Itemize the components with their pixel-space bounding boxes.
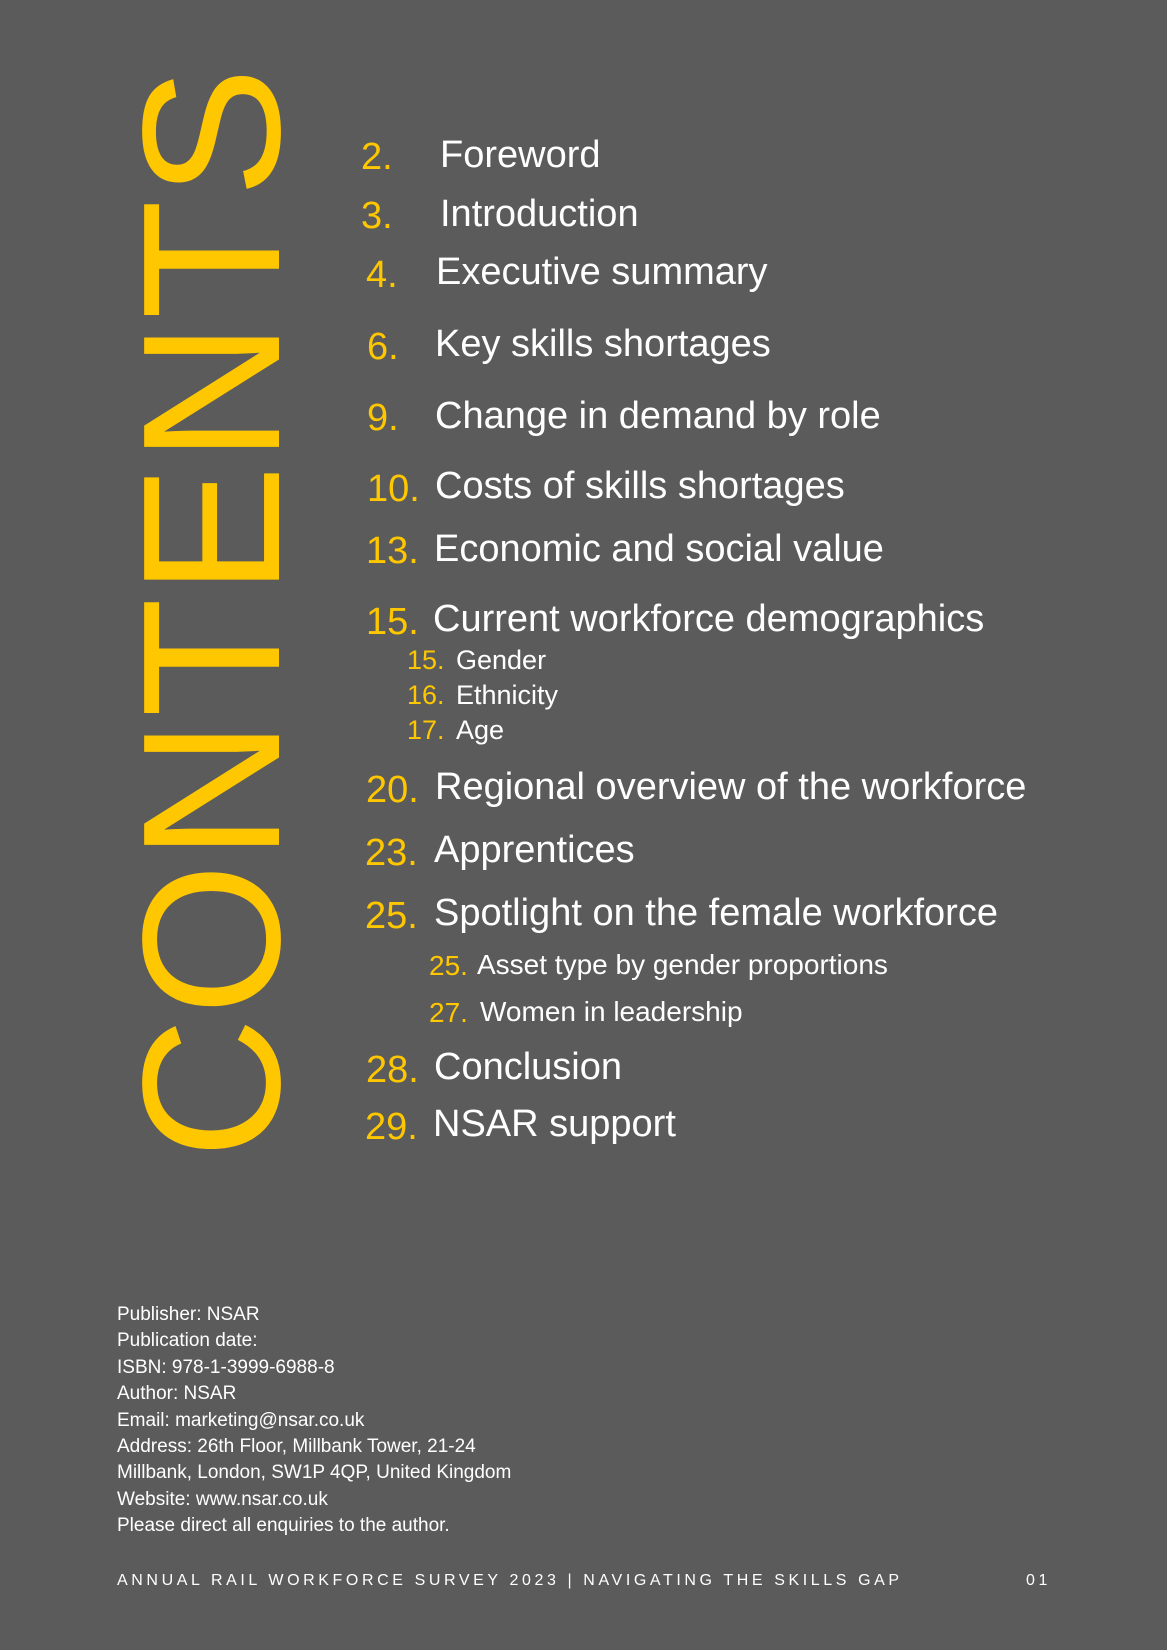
toc-item-label: NSAR support xyxy=(433,1103,676,1145)
toc-item-label: Economic and social value xyxy=(434,528,884,570)
toc-item-label: Current workforce demographics xyxy=(433,598,985,640)
footer-running-title: ANNUAL RAIL WORKFORCE SURVEY 2023 | NAVIGATING THE SKILLS GAP xyxy=(117,1572,903,1589)
toc-page-number: 13. xyxy=(366,530,419,572)
enquiries-line: Please direct all enquiries to the author. xyxy=(117,1515,450,1537)
toc-page-number: 25. xyxy=(365,895,418,937)
toc-page-number: 25. xyxy=(429,950,468,981)
toc-page-number: 9. xyxy=(367,397,399,439)
toc-page-number: 2. xyxy=(361,136,393,178)
toc-item-label: Introduction xyxy=(440,193,639,235)
author-line: Author: NSAR xyxy=(117,1383,237,1405)
toc-page-number: 16. xyxy=(407,680,445,710)
toc-item-label: Foreword xyxy=(440,134,601,176)
publication-info xyxy=(117,1302,511,1540)
toc-item-label: Apprentices xyxy=(434,829,635,871)
address-line-2: Millbank, London, SW1P 4QP, United Kingdom xyxy=(117,1462,512,1484)
toc-item-label: Regional overview of the workforce xyxy=(435,766,1027,808)
toc-item-label: Key skills shortages xyxy=(435,323,771,365)
toc-item-label: Gender xyxy=(456,645,547,675)
toc-page-number: 4. xyxy=(366,254,398,296)
toc-item-label: Spotlight on the female workforce xyxy=(434,892,998,934)
address-line-1: Address: 26th Floor, Millbank Tower, 21-24 xyxy=(117,1436,476,1458)
toc-item-label: Asset type by gender proportions xyxy=(477,949,888,980)
toc-page-number: 27. xyxy=(429,997,468,1028)
toc-item-label: Age xyxy=(456,715,505,745)
toc-page-number: 20. xyxy=(366,769,419,811)
toc-page-number: 29. xyxy=(365,1106,418,1148)
toc-item-label: Conclusion xyxy=(434,1046,622,1088)
toc-page-number: 3. xyxy=(361,195,393,237)
toc-page-number: 17. xyxy=(407,715,445,745)
publication-date-line: Publication date: xyxy=(117,1330,258,1352)
toc-item-label: Ethnicity xyxy=(456,680,559,710)
toc-item-label: Executive summary xyxy=(436,251,768,293)
toc-item-label: Costs of skills shortages xyxy=(435,465,845,507)
toc-page-number: 6. xyxy=(367,326,399,368)
toc-page-number: 15. xyxy=(366,601,419,643)
website-line: Website: www.nsar.co.uk xyxy=(117,1488,328,1510)
toc-page-number: 15. xyxy=(407,645,445,675)
toc-page-number: 10. xyxy=(367,468,420,510)
toc-page-number: 23. xyxy=(365,832,418,874)
page-number: 01 xyxy=(1026,1572,1051,1589)
email-line: Email: marketing@nsar.co.uk xyxy=(117,1409,365,1431)
isbn-line: ISBN: 978-1-3999-6988-8 xyxy=(117,1356,335,1378)
toc-page-number: 28. xyxy=(366,1049,419,1091)
toc-item-label: Women in leadership xyxy=(480,996,743,1027)
contents-title: CONTENTS xyxy=(102,65,321,1159)
toc-item-label: Change in demand by role xyxy=(435,395,881,437)
publisher-line: Publisher: NSAR xyxy=(117,1304,260,1325)
